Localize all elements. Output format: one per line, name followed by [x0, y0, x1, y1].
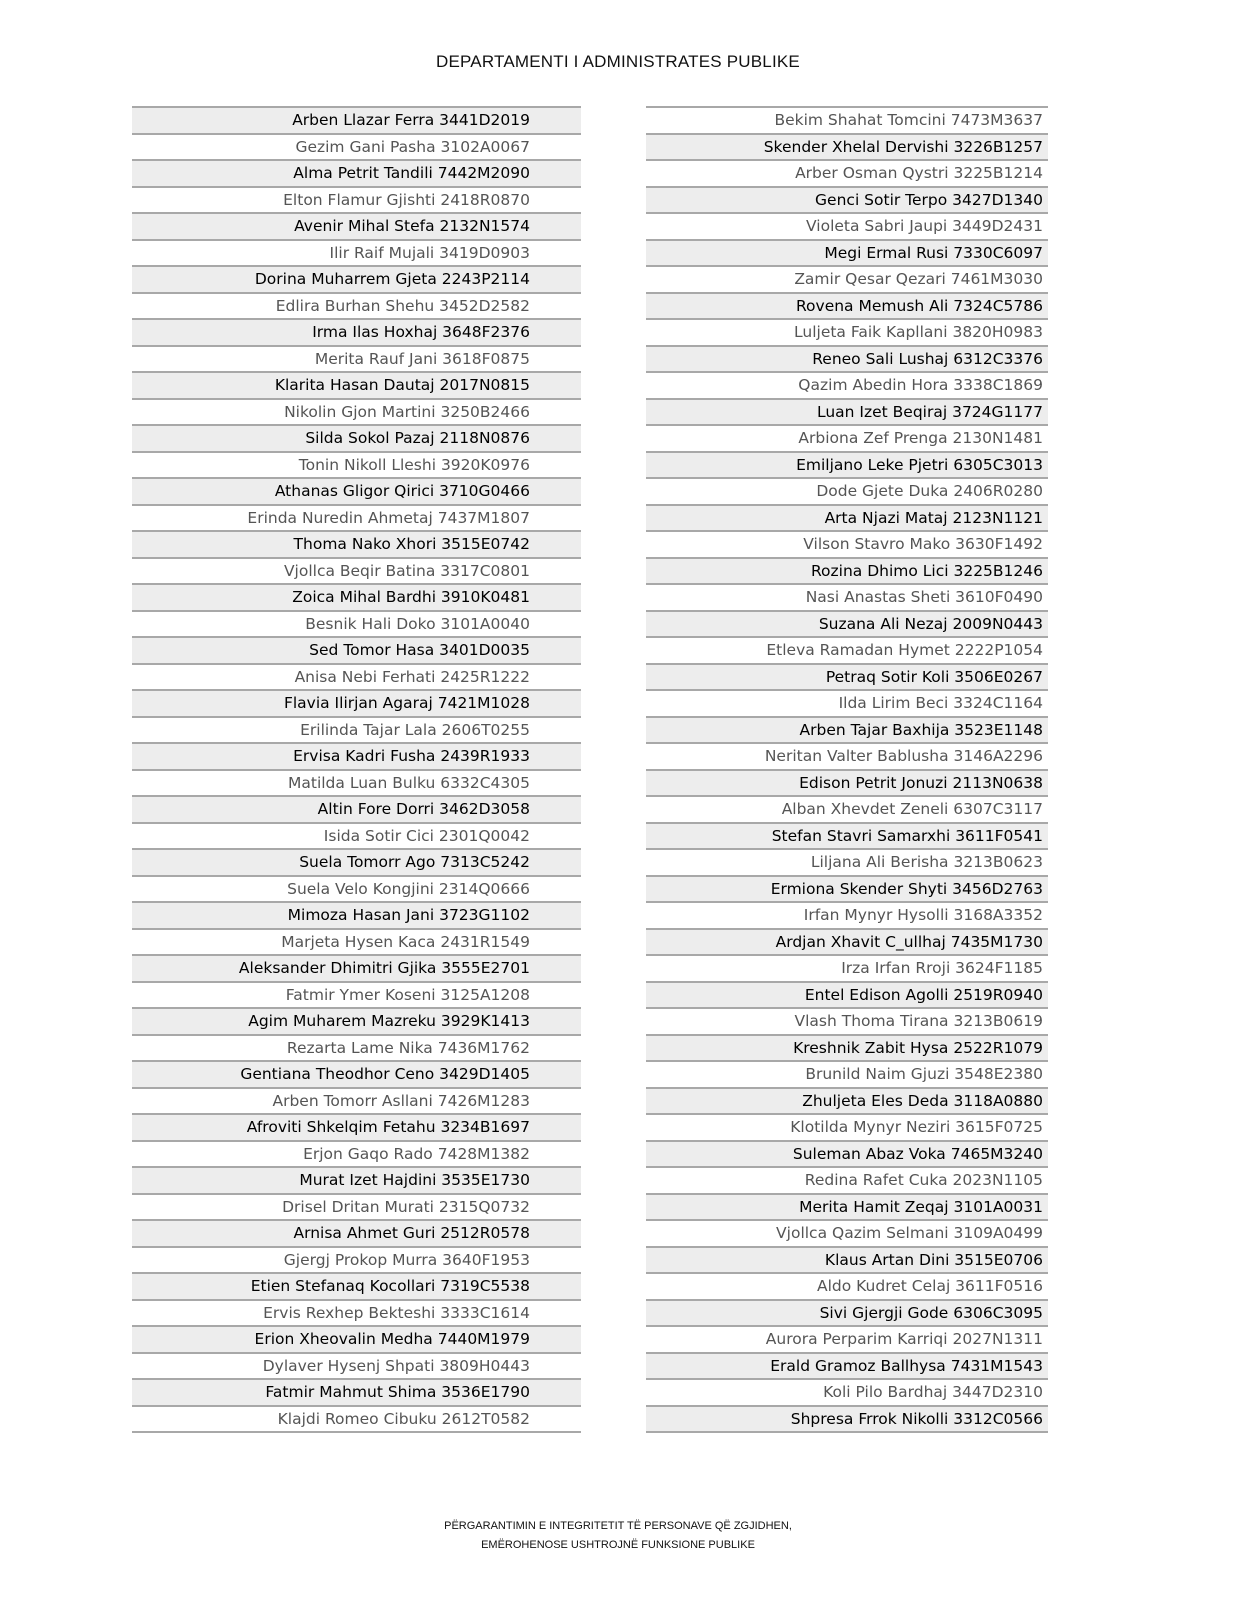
list-item: Luljeta Faik Kapllani 3820H0983 [646, 320, 1048, 347]
list-item: Qazim Abedin Hora 3338C1869 [646, 373, 1048, 400]
list-item: Sed Tomor Hasa 3401D0035 [132, 638, 581, 665]
list-item: Ervis Rexhep Bekteshi 3333C1614 [132, 1301, 581, 1328]
list-item: Murat Izet Hajdini 3535E1730 [132, 1168, 581, 1195]
list-item: Megi Ermal Rusi 7330C6097 [646, 241, 1048, 268]
list-item: Dorina Muharrem Gjeta 2243P2114 [132, 267, 581, 294]
list-item: Irfan Mynyr Hysolli 3168A3352 [646, 903, 1048, 930]
list-item: Suela Velo Kongjini 2314Q0666 [132, 877, 581, 904]
list-item: Tonin Nikoll Lleshi 3920K0976 [132, 453, 581, 480]
list-item: Avenir Mihal Stefa 2132N1574 [132, 214, 581, 241]
list-item: Klajdi Romeo Cibuku 2612T0582 [132, 1407, 581, 1434]
list-item: Dylaver Hysenj Shpati 3809H0443 [132, 1354, 581, 1381]
list-item: Alma Petrit Tandili 7442M2090 [132, 161, 581, 188]
list-item: Luan Izet Beqiraj 3724G1177 [646, 400, 1048, 427]
list-item: Edison Petrit Jonuzi 2113N0638 [646, 771, 1048, 798]
list-item: Rozina Dhimo Lici 3225B1246 [646, 559, 1048, 586]
list-item: Erilinda Tajar Lala 2606T0255 [132, 718, 581, 745]
list-item: Emiljano Leke Pjetri 6305C3013 [646, 453, 1048, 480]
list-item: Silda Sokol Pazaj 2118N0876 [132, 426, 581, 453]
list-item: Irza Irfan Rroji 3624F1185 [646, 956, 1048, 983]
list-item: Suzana Ali Nezaj 2009N0443 [646, 612, 1048, 639]
list-item: Zamir Qesar Qezari 7461M3030 [646, 267, 1048, 294]
list-item: Gjergj Prokop Murra 3640F1953 [132, 1248, 581, 1275]
list-item: Aurora Perparim Karriqi 2027N1311 [646, 1327, 1048, 1354]
list-item: Flavia Ilirjan Agaraj 7421M1028 [132, 691, 581, 718]
list-item: Stefan Stavri Samarxhi 3611F0541 [646, 824, 1048, 851]
list-item: Gezim Gani Pasha 3102A0067 [132, 135, 581, 162]
list-item: Ilir Raif Mujali 3419D0903 [132, 241, 581, 268]
list-item: Ervisa Kadri Fusha 2439R1933 [132, 744, 581, 771]
list-item: Klarita Hasan Dautaj 2017N0815 [132, 373, 581, 400]
list-item: Matilda Luan Bulku 6332C4305 [132, 771, 581, 798]
footer-line-1: PËRGARANTIMIN E INTEGRITETIT TË PERSONAVE QË ZGJIDHEN, [444, 1520, 792, 1532]
list-item: Brunild Naim Gjuzi 3548E2380 [646, 1062, 1048, 1089]
list-item: Aleksander Dhimitri Gjika 3555E2701 [132, 956, 581, 983]
list-item: Besnik Hali Doko 3101A0040 [132, 612, 581, 639]
list-item: Arnisa Ahmet Guri 2512R0578 [132, 1221, 581, 1248]
list-item: Bekim Shahat Tomcini 7473M3637 [646, 108, 1048, 135]
list-item: Alban Xhevdet Zeneli 6307C3117 [646, 797, 1048, 824]
list-item: Vjollca Beqir Batina 3317C0801 [132, 559, 581, 586]
list-item: Skender Xhelal Dervishi 3226B1257 [646, 135, 1048, 162]
list-item: Nasi Anastas Sheti 3610F0490 [646, 585, 1048, 612]
list-item: Arber Osman Qystri 3225B1214 [646, 161, 1048, 188]
list-item: Thoma Nako Xhori 3515E0742 [132, 532, 581, 559]
list-item: Gentiana Theodhor Ceno 3429D1405 [132, 1062, 581, 1089]
list-item: Arben Llazar Ferra 3441D2019 [132, 108, 581, 135]
name-list-left [132, 106, 581, 1433]
list-item: Fatmir Ymer Koseni 3125A1208 [132, 983, 581, 1010]
list-item: Entel Edison Agolli 2519R0940 [646, 983, 1048, 1010]
list-item: Elton Flamur Gjishti 2418R0870 [132, 188, 581, 215]
list-item: Arben Tajar Baxhija 3523E1148 [646, 718, 1048, 745]
list-item: Zoica Mihal Bardhi 3910K0481 [132, 585, 581, 612]
list-item: Ardjan Xhavit C_ullhaj 7435M1730 [646, 930, 1048, 957]
list-item: Ermiona Skender Shyti 3456D2763 [646, 877, 1048, 904]
list-item: Marjeta Hysen Kaca 2431R1549 [132, 930, 581, 957]
list-item: Athanas Gligor Qirici 3710G0466 [132, 479, 581, 506]
list-item: Sivi Gjergji Gode 6306C3095 [646, 1301, 1048, 1328]
list-item: Klaus Artan Dini 3515E0706 [646, 1248, 1048, 1275]
footer [0, 1517, 1236, 1555]
list-item: Violeta Sabri Jaupi 3449D2431 [646, 214, 1048, 241]
list-item: Nikolin Gjon Martini 3250B2466 [132, 400, 581, 427]
list-item: Suela Tomorr Ago 7313C5242 [132, 850, 581, 877]
list-item: Merita Rauf Jani 3618F0875 [132, 347, 581, 374]
list-item: Rovena Memush Ali 7324C5786 [646, 294, 1048, 321]
list-item: Anisa Nebi Ferhati 2425R1222 [132, 665, 581, 692]
list-item: Aldo Kudret Celaj 3611F0516 [646, 1274, 1048, 1301]
list-item: Edlira Burhan Shehu 3452D2582 [132, 294, 581, 321]
list-item: Etleva Ramadan Hymet 2222P1054 [646, 638, 1048, 665]
list-item: Shpresa Frrok Nikolli 3312C0566 [646, 1407, 1048, 1434]
list-item: Erinda Nuredin Ahmetaj 7437M1807 [132, 506, 581, 533]
list-item: Klotilda Mynyr Neziri 3615F0725 [646, 1115, 1048, 1142]
name-list-right [646, 106, 1048, 1433]
list-item: Arbiona Zef Prenga 2130N1481 [646, 426, 1048, 453]
list-item: Erion Xheovalin Medha 7440M1979 [132, 1327, 581, 1354]
list-item: Drisel Dritan Murati 2315Q0732 [132, 1195, 581, 1222]
list-item: Fatmir Mahmut Shima 3536E1790 [132, 1380, 581, 1407]
list-item: Erald Gramoz Ballhysa 7431M1543 [646, 1354, 1048, 1381]
list-item: Zhuljeta Eles Deda 3118A0880 [646, 1089, 1048, 1116]
list-item: Merita Hamit Zeqaj 3101A0031 [646, 1195, 1048, 1222]
footer-line-2: EMËROHENOSE USHTROJNË FUNKSIONE PUBLIKE [481, 1539, 755, 1551]
list-item: Erjon Gaqo Rado 7428M1382 [132, 1142, 581, 1169]
list-item: Irma Ilas Hoxhaj 3648F2376 [132, 320, 581, 347]
list-item: Kreshnik Zabit Hysa 2522R1079 [646, 1036, 1048, 1063]
list-item: Liljana Ali Berisha 3213B0623 [646, 850, 1048, 877]
list-item: Arben Tomorr Asllani 7426M1283 [132, 1089, 581, 1116]
page-title: DEPARTAMENTI I ADMINISTRATES PUBLIKE [436, 52, 800, 71]
list-item: Redina Rafet Cuka 2023N1105 [646, 1168, 1048, 1195]
list-item: Petraq Sotir Koli 3506E0267 [646, 665, 1048, 692]
list-item: Mimoza Hasan Jani 3723G1102 [132, 903, 581, 930]
list-item: Dode Gjete Duka 2406R0280 [646, 479, 1048, 506]
list-item: Arta Njazi Mataj 2123N1121 [646, 506, 1048, 533]
list-item: Koli Pilo Bardhaj 3447D2310 [646, 1380, 1048, 1407]
list-item: Vilson Stavro Mako 3630F1492 [646, 532, 1048, 559]
list-item: Vjollca Qazim Selmani 3109A0499 [646, 1221, 1048, 1248]
list-item: Reneo Sali Lushaj 6312C3376 [646, 347, 1048, 374]
list-item: Isida Sotir Cici 2301Q0042 [132, 824, 581, 851]
list-item: Altin Fore Dorri 3462D3058 [132, 797, 581, 824]
list-item: Agim Muharem Mazreku 3929K1413 [132, 1009, 581, 1036]
list-item: Ilda Lirim Beci 3324C1164 [646, 691, 1048, 718]
list-item: Neritan Valter Bablusha 3146A2296 [646, 744, 1048, 771]
list-item: Etien Stefanaq Kocollari 7319C5538 [132, 1274, 581, 1301]
list-item: Rezarta Lame Nika 7436M1762 [132, 1036, 581, 1063]
list-item: Vlash Thoma Tirana 3213B0619 [646, 1009, 1048, 1036]
list-item: Genci Sotir Terpo 3427D1340 [646, 188, 1048, 215]
list-item: Afroviti Shkelqim Fetahu 3234B1697 [132, 1115, 581, 1142]
list-item: Suleman Abaz Voka 7465M3240 [646, 1142, 1048, 1169]
